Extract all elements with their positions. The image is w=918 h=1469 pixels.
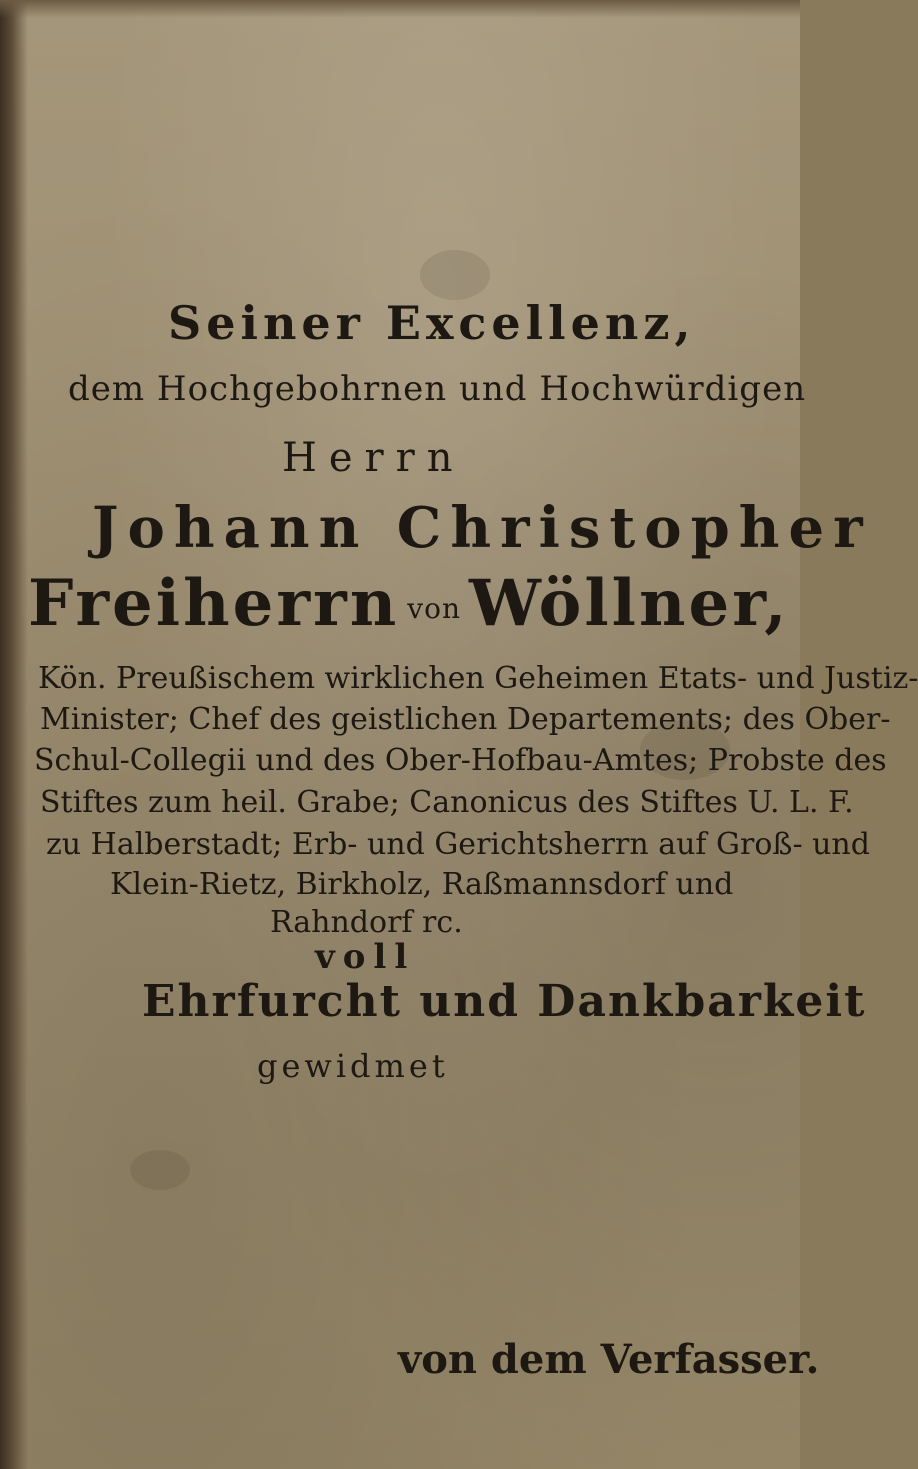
dedicatee-titles-line: Stiftes zum heil. Grabe; Canonicus des Stiftes U. L. F. [40, 785, 854, 820]
dedication-line-seiner: Seiner Excellenz, [168, 296, 696, 350]
dedicatee-titles-line: Minister; Chef des geistlichen Departements; des Ober- [40, 702, 891, 737]
dedication-author-line: von dem Verfasser. [398, 1336, 820, 1383]
dedicatee-first-name: Johann Christopher [92, 495, 872, 561]
dedicatee-titles-line: Schul-Collegii und des Ober-Hofbau-Amtes; Probste des [34, 743, 887, 778]
dedicatee-surname: Wöllner, [469, 566, 790, 641]
page-top-edge [0, 0, 800, 18]
dedication-voll: voll [315, 937, 416, 977]
paper-stain [420, 250, 490, 300]
dedication-line-herrn: Herrn [282, 435, 465, 481]
dedicatee-name-line [28, 566, 790, 641]
dedicatee-titles-line: Kön. Preußischem wirklichen Geheimen Etats- und Justiz- [38, 661, 918, 696]
dedication-gewidmet: gewidmet [257, 1047, 449, 1085]
dedicatee-von: von [407, 591, 461, 625]
dedicatee-titles-line: zu Halberstadt; Erb- und Gerichtsherrn auf Groß- und [46, 827, 870, 862]
page-binding-edge [0, 0, 28, 1469]
dedicatee-titles-line: Klein-Rietz, Birkholz, Raßmannsdorf und [110, 867, 734, 902]
dedicatee-titles-line: Rahndorf rc. [270, 905, 463, 940]
dedication-ehrfurcht: Ehrfurcht und Dankbarkeit [142, 976, 867, 1027]
dedication-line-dem: dem Hochgebohrnen und Hochwürdigen [68, 369, 807, 409]
dedicatee-title: Freiherrn [28, 566, 400, 641]
paper-stain [130, 1150, 190, 1190]
